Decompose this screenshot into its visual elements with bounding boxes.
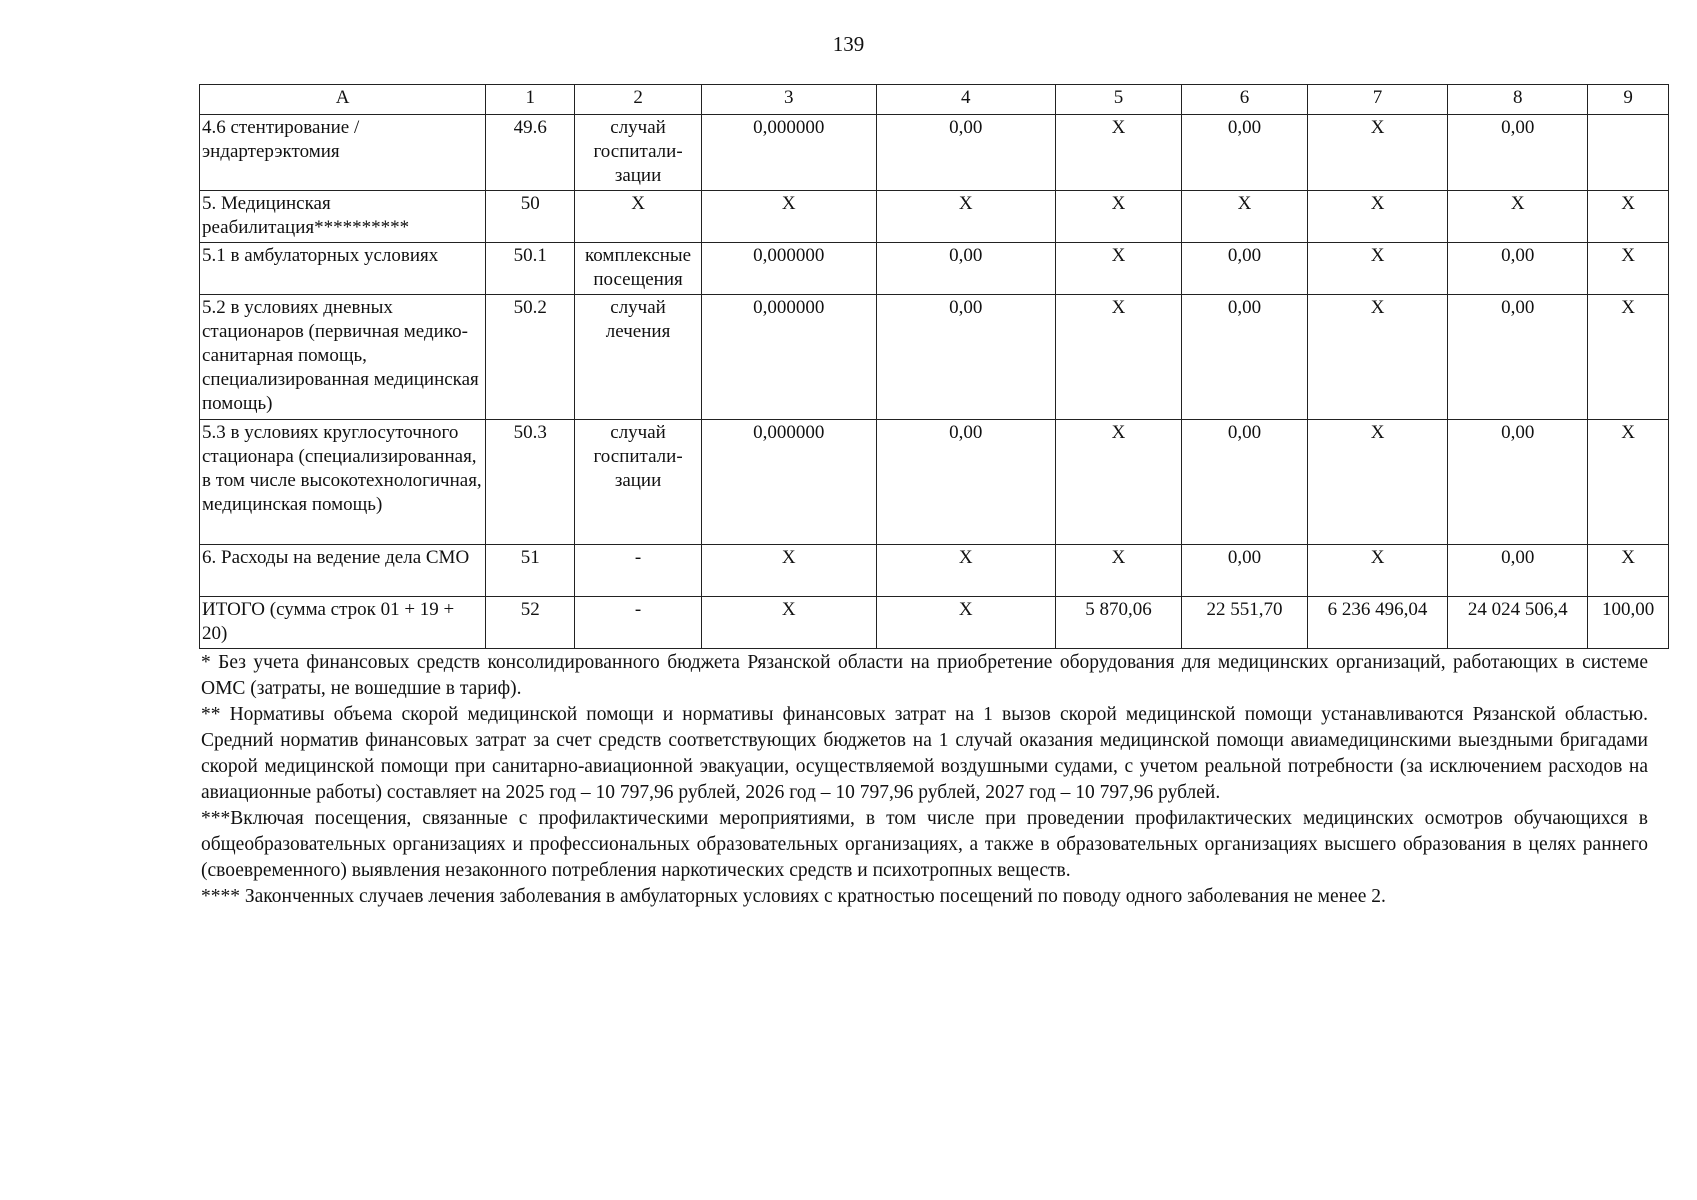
cell-col-9: Х	[1588, 191, 1669, 243]
cell-col-3: Х	[702, 191, 876, 243]
cell-col-9: Х	[1588, 243, 1669, 295]
table-row	[200, 115, 1669, 191]
cell-col-8: 24 024 506,4	[1448, 597, 1588, 649]
cell-col-7: Х	[1307, 545, 1447, 597]
cell-col-6: 0,00	[1181, 115, 1307, 191]
cell-col-9	[1588, 115, 1669, 191]
row-name: 5.2 в условиях дневных стационаров (первичная медико-санитарная помощь, специализированная медицинская помощь)	[200, 295, 486, 420]
cell-col-8: 0,00	[1448, 115, 1588, 191]
row-unit: Х	[575, 191, 702, 243]
cell-col-3: 0,000000	[702, 115, 876, 191]
footnote: **** Законченных случаев лечения заболевания в амбулаторных условиях с кратностью посещений по поводу одного заболевания не менее 2.	[201, 886, 1386, 907]
cell-col-3: Х	[702, 597, 876, 649]
table-row-total	[200, 597, 1669, 649]
cell-col-7: Х	[1307, 191, 1447, 243]
row-name: 5. Медицинская реабилитация**********	[200, 191, 486, 243]
header-cell: 8	[1448, 85, 1588, 115]
header-cell: 7	[1307, 85, 1447, 115]
row-unit: комплексные посещения	[575, 243, 702, 295]
header-cell: 5	[1055, 85, 1181, 115]
header-cell: 9	[1588, 85, 1669, 115]
cell-col-9: Х	[1588, 420, 1669, 545]
row-code: 49.6	[486, 115, 575, 191]
footnotes	[201, 650, 1648, 910]
table-row	[200, 191, 1669, 243]
header-cell: А	[200, 85, 486, 115]
cell-col-6: 22 551,70	[1181, 597, 1307, 649]
table-row	[200, 243, 1669, 295]
cell-col-5: Х	[1055, 420, 1181, 545]
row-code: 50.2	[486, 295, 575, 420]
financing-table	[199, 84, 1669, 649]
cell-col-4: 0,00	[876, 115, 1055, 191]
row-code: 50.3	[486, 420, 575, 545]
header-cell: 6	[1181, 85, 1307, 115]
row-unit: случай госпитали-зации	[575, 420, 702, 545]
row-code: 51	[486, 545, 575, 597]
cell-col-6: 0,00	[1181, 545, 1307, 597]
footnote: ** Нормативы объема скорой медицинской помощи и нормативы финансовых затрат на 1 вызов скорой медицинской помощи устанавливаются Рязанской областью. Средний норматив финансовых затрат за счет средств соответствующих бюджетов на 1 случай оказания медицинской помощи авиамедицинскими выездными бригадами скорой медицинской помощи при санитарно-авиационной эвакуации, осуществляемой воздушными судами, с учетом реальной потребности (за исключением расходов на авиационные работы) составляет на 2025 год – 10 797,96 рублей, 2026 год – 10 797,96 рублей, 2027 год – 10 797,96 рублей.	[201, 704, 1648, 803]
cell-col-8: 0,00	[1448, 420, 1588, 545]
cell-col-6: 0,00	[1181, 243, 1307, 295]
row-name: 5.1 в амбулаторных условиях	[200, 243, 486, 295]
cell-col-5: Х	[1055, 191, 1181, 243]
cell-col-5: Х	[1055, 115, 1181, 191]
row-name: 6. Расходы на ведение дела СМО	[200, 545, 486, 597]
cell-col-5: 5 870,06	[1055, 597, 1181, 649]
row-name: 4.6 стентирование / эндартерэктомия	[200, 115, 486, 191]
header-cell: 2	[575, 85, 702, 115]
cell-col-5: Х	[1055, 243, 1181, 295]
cell-col-7: Х	[1307, 295, 1447, 420]
cell-col-5: Х	[1055, 295, 1181, 420]
cell-col-3: 0,000000	[702, 420, 876, 545]
cell-col-4: Х	[876, 597, 1055, 649]
cell-col-6: 0,00	[1181, 420, 1307, 545]
header-cell: 1	[486, 85, 575, 115]
cell-col-9: Х	[1588, 545, 1669, 597]
header-cell: 4	[876, 85, 1055, 115]
cell-col-3: 0,000000	[702, 295, 876, 420]
cell-col-8: 0,00	[1448, 545, 1588, 597]
row-name: 5.3 в условиях круглосуточного стационара (специализированная, в том числе высокотехнологичная, медицинская помощь)	[200, 420, 486, 545]
row-unit: -	[575, 545, 702, 597]
footnote: ***Включая посещения, связанные с профилактическими мероприятиями, в том числе при проведении профилактических медицинских осмотров обучающихся в общеобразовательных организациях и профессиональных образовательных организациях, а также в образовательных организациях высшего образования в целях раннего (своевременного) выявления незаконного потребления наркотических средств и психотропных веществ.	[201, 808, 1648, 881]
cell-col-7: Х	[1307, 115, 1447, 191]
cell-col-5: Х	[1055, 545, 1181, 597]
cell-col-6: Х	[1181, 191, 1307, 243]
cell-col-8: Х	[1448, 191, 1588, 243]
cell-col-3: Х	[702, 545, 876, 597]
cell-col-9: 100,00	[1588, 597, 1669, 649]
table-header-row	[200, 85, 1669, 115]
cell-col-4: 0,00	[876, 420, 1055, 545]
table-row	[200, 295, 1669, 420]
table-row	[200, 420, 1669, 545]
cell-col-6: 0,00	[1181, 295, 1307, 420]
row-name: ИТОГО (сумма строк 01 + 19 + 20)	[200, 597, 486, 649]
cell-col-4: 0,00	[876, 243, 1055, 295]
footnote: * Без учета финансовых средств консолидированного бюджета Рязанской области на приобретение оборудования для медицинских организаций, работающих в системе ОМС (затраты, не вошедшие в тариф).	[201, 652, 1648, 699]
cell-col-4: Х	[876, 191, 1055, 243]
header-cell: 3	[702, 85, 876, 115]
row-unit: случай лечения	[575, 295, 702, 420]
cell-col-4: Х	[876, 545, 1055, 597]
row-code: 50.1	[486, 243, 575, 295]
row-code: 50	[486, 191, 575, 243]
cell-col-7: Х	[1307, 243, 1447, 295]
table-row	[200, 545, 1669, 597]
row-code: 52	[486, 597, 575, 649]
cell-col-8: 0,00	[1448, 295, 1588, 420]
cell-col-8: 0,00	[1448, 243, 1588, 295]
row-unit: -	[575, 597, 702, 649]
cell-col-9: Х	[1588, 295, 1669, 420]
cell-col-4: 0,00	[876, 295, 1055, 420]
cell-col-7: 6 236 496,04	[1307, 597, 1447, 649]
page-number: 139	[832, 32, 865, 56]
cell-col-3: 0,000000	[702, 243, 876, 295]
row-unit: случай госпитали-зации	[575, 115, 702, 191]
cell-col-7: Х	[1307, 420, 1447, 545]
